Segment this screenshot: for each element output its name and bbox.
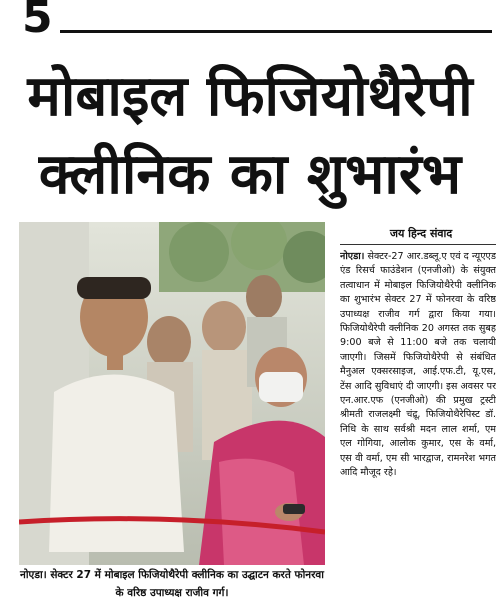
byline: जय हिन्द संवाद (389, 227, 453, 240)
photo-caption: नोएडा। सेक्टर 27 में मोबाइल फिजियोथैरेपी क्लीनिक का उद्घाटन करते फोनरवा के वरिष्ठ उपाध्यक्ष राजीव गर्ग। (20, 569, 324, 599)
article-body (340, 250, 496, 610)
news-photo (19, 222, 325, 565)
news-photo-illustration (19, 222, 325, 565)
article-text: सेक्टर-27 आर.डब्लू.ए एवं द न्यूएएड एंड रिसर्च फाउंडेशन (एनजीओ) के संयुक्त तत्वाधान में मोबाइल फिजियोथैरेपी क्लीनिक का शुभारंभ सेक्टर 27 में फोनरवा के वरिष्ठ उपाध्यक्ष राजीव गर्ग द्वारा किया गया। फिजियोथैरेपी क्लीनिक 20 अगस्त तक सुबह 9:00 बजे से 11:00 बजे तक चलायी जाएगी। जिसमें फिजियोथैरेपी से संबंधित मैनुअल एक्सरसाइज, आई.एफ.टी, यू.एस, टेंस आदि सुविधाएं दी जाएगी। इस अवसर पर एन.आर.एफ (एनजीओ) की प्रमुख ट्रस्टी श्रीमती राजलक्ष्मी चंद्रू, फिजियोथैरेपिस्ट डॉ. निधि के साथ सर्वश्री मदन लाल शर्मा, एम एल गोगिया, आलोक कुमार, एस के वर्मा, एस वी वर्मा, एम सी भारद्वाज, रामनरेश भगत आदि मौजूद रहे। (340, 251, 496, 479)
page-number: 5 (22, 0, 53, 43)
headline-line-1: मोबाइल फिजियोथैरेपी (27, 64, 473, 129)
header-rule (60, 30, 492, 33)
headline-line-2: क्लीनिक का शुभारंभ (38, 142, 462, 207)
byline-rule (340, 244, 496, 245)
dateline: नोएडा। (340, 251, 365, 262)
